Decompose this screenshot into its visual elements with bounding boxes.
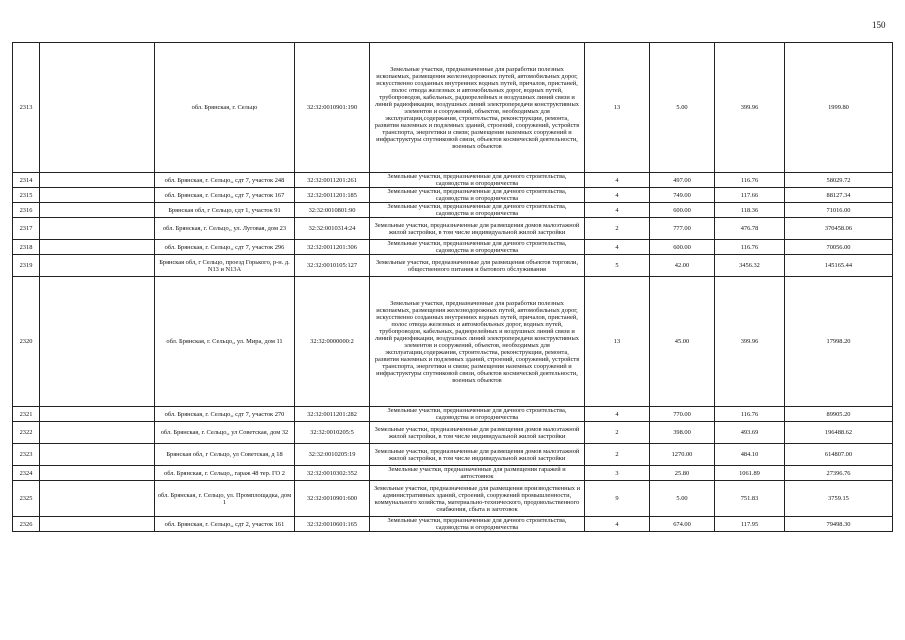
land-use-cell: Земельные участки, предназначенные для дачного строительства, садоводства и огородничества xyxy=(370,240,585,255)
land-use-cell: Земельные участки, предназначенные для дачного строительства, садоводства и огородничества xyxy=(370,517,585,532)
cadastral-number-cell: 32:32:0010801:90 xyxy=(295,203,370,218)
cadastral-value-cell: 58029.72 xyxy=(785,173,893,188)
address-cell: обл. Брянская, г. Сельцо,, сдт 7, участок 167 xyxy=(155,188,295,203)
area-cell: 45.00 xyxy=(650,277,715,407)
land-use-cell: Земельные участки, предназначенные для размещения производственных и административных зданий, строений, сооружений промышленности, коммунального хозяйства, материально-технического, продовольственного снабжения, сбыта и заготовок xyxy=(370,481,585,517)
address-cell: обл. Брянская, г. Сельцо,, ул. Мира, дом 11 xyxy=(155,277,295,407)
cadastral-number-cell: 32:32:0010901:600 xyxy=(295,481,370,517)
land-use-cell: Земельные участки, предназначенные для разработки полезных ископаемых, размещения железнодорожных путей, автомобильных дорог, искусственно созданных внутренних водных путей, причалов, пристаней, полос отвода железных и автомобильных дорог, водных путей, трубопроводов, кабельных, радиорелейных и воздушных линий связи и линий радиофикации, воздушных линий электропередачи конструктивных элементов и сооружений, объектов, необходимых для эксплуатации,содержания, строительства, реконструкции, ремонта, развития наземных и подземных зданий, строений, сооружений, устройств транспорта, энергетики и связи; размещения наземных сооружений и инфраструктуры спутниковой связи, объектов космической деятельности, военных объектов xyxy=(370,43,585,173)
row-number-cell: 2323 xyxy=(13,444,40,466)
cadastral-number-cell: 32:32:0010314:24 xyxy=(295,218,370,240)
land-use-cell: Земельные участки, предназначенные для размещения домов малоэтажной жилой застройки, в том числе индивидуальной жилой застройки xyxy=(370,444,585,466)
empty-cell xyxy=(40,481,155,517)
land-use-cell: Земельные участки, предназначенные для дачного строительства, садоводства и огородничества xyxy=(370,203,585,218)
cadastral-value-cell: 88127.34 xyxy=(785,188,893,203)
area-cell: 5.00 xyxy=(650,481,715,517)
cadastral-value-cell: 27396.76 xyxy=(785,466,893,481)
cadastral-number-cell: 32:32:0010302:352 xyxy=(295,466,370,481)
address-cell: обл. Брянская, г. Сельцо,, сдт 7, участок 248 xyxy=(155,173,295,188)
table-row xyxy=(13,255,893,277)
cadastral-number-cell: 32:32:0011201:306 xyxy=(295,240,370,255)
area-cell: 770.00 xyxy=(650,407,715,422)
row-number-cell: 2316 xyxy=(13,203,40,218)
group-code-cell: 4 xyxy=(585,188,650,203)
group-code-cell: 13 xyxy=(585,277,650,407)
address-cell: обл. Брянская, г. Сельцо xyxy=(155,43,295,173)
table-row xyxy=(13,277,893,407)
area-cell: 1270.00 xyxy=(650,444,715,466)
area-cell: 398.00 xyxy=(650,422,715,444)
area-cell: 5.00 xyxy=(650,43,715,173)
row-number-cell: 2319 xyxy=(13,255,40,277)
rate-cell: 399.96 xyxy=(715,277,785,407)
table-row xyxy=(13,43,893,173)
cadastral-value-cell: 17998.20 xyxy=(785,277,893,407)
cadastral-value-cell: 1999.80 xyxy=(785,43,893,173)
land-use-cell: Земельные участки, предназначенные для дачного строительства, садоводства и огородничества xyxy=(370,188,585,203)
row-number-cell: 2326 xyxy=(13,517,40,532)
row-number-cell: 2320 xyxy=(13,277,40,407)
row-number-cell: 2321 xyxy=(13,407,40,422)
land-use-cell: Земельные участки, предназначенные для дачного строительства, садоводства и огородничества xyxy=(370,407,585,422)
address-cell: обл. Брянская, г. Сельцо, ул. Промплощадка, дом 1 xyxy=(155,481,295,517)
table-row xyxy=(13,422,893,444)
empty-cell xyxy=(40,407,155,422)
rate-cell: 116.76 xyxy=(715,173,785,188)
cadastral-number-cell: 32:32:0011201:185 xyxy=(295,188,370,203)
empty-cell xyxy=(40,444,155,466)
table-row xyxy=(13,407,893,422)
empty-cell xyxy=(40,255,155,277)
address-cell: обл. Брянская, г. Сельцо,, сдт 2, участок 161 xyxy=(155,517,295,532)
address-cell: обл. Брянская, г. Сельцо,, ул. Луговая, дом 23 xyxy=(155,218,295,240)
table-row xyxy=(13,466,893,481)
address-cell: Брянская обл, г Сельцо, ул Советская, д 18 xyxy=(155,444,295,466)
group-code-cell: 3 xyxy=(585,466,650,481)
cadastral-number-cell: 32:32:0010901:190 xyxy=(295,43,370,173)
group-code-cell: 4 xyxy=(585,203,650,218)
table-row xyxy=(13,240,893,255)
group-code-cell: 2 xyxy=(585,218,650,240)
area-cell: 777.00 xyxy=(650,218,715,240)
empty-cell xyxy=(40,173,155,188)
group-code-cell: 4 xyxy=(585,173,650,188)
table-row xyxy=(13,481,893,517)
empty-cell xyxy=(40,43,155,173)
rate-cell: 3456.32 xyxy=(715,255,785,277)
cadastral-value-cell: 70056.00 xyxy=(785,240,893,255)
empty-cell xyxy=(40,466,155,481)
empty-cell xyxy=(40,517,155,532)
land-use-cell: Земельные участки, предназначенные для разработки полезных ископаемых, размещения железнодорожных путей, автомобильных дорог, искусственно созданных внутренних водных путей, причалов, пристаней, полос отвода железных и автомобильных дорог, водных путей, трубопроводов, кабельных, радиорелейных и воздушных линий связи и линий радиофикации, воздушных линий электропередачи конструктивных элементов и сооружений, объектов, необходимых для эксплуатации,содержания, строительства, реконструкции, ремонта, развития наземных и подземных зданий, строений, сооружений, устройств транспорта, энергетики и связи; размещения наземных сооружений и инфраструктуры спутниковой связи, объектов космической деятельности, военных объектов xyxy=(370,277,585,407)
rate-cell: 117.95 xyxy=(715,517,785,532)
row-number-cell: 2324 xyxy=(13,466,40,481)
address-cell: обл. Брянская, г. Сельцо,, сдт 7, участок 296 xyxy=(155,240,295,255)
cadastral-value-cell: 79498.30 xyxy=(785,517,893,532)
page-number: 150 xyxy=(872,20,886,30)
area-cell: 497.00 xyxy=(650,173,715,188)
cadastral-number-cell: 32:32:0000000:2 xyxy=(295,277,370,407)
land-plots-table xyxy=(12,42,893,532)
address-cell: обл. Брянская, г. Сельцо,, гараж 48 тер. ГО 2 xyxy=(155,466,295,481)
empty-cell xyxy=(40,277,155,407)
table-row xyxy=(13,218,893,240)
group-code-cell: 2 xyxy=(585,422,650,444)
empty-cell xyxy=(40,188,155,203)
address-cell: Брянская обл, г Сельцо, сдт 1, участок 91 xyxy=(155,203,295,218)
row-number-cell: 2314 xyxy=(13,173,40,188)
cadastral-value-cell: 89905.20 xyxy=(785,407,893,422)
address-cell: обл. Брянская, г. Сельцо,, ул Советская, дом 32 xyxy=(155,422,295,444)
table-row xyxy=(13,444,893,466)
address-cell: обл. Брянская, г. Сельцо,, сдт 7, участок 270 xyxy=(155,407,295,422)
rate-cell: 116.76 xyxy=(715,240,785,255)
rate-cell: 493.69 xyxy=(715,422,785,444)
land-use-cell: Земельные участки, предназначенные для дачного строительства, садоводства и огородничества xyxy=(370,173,585,188)
land-use-cell: Земельные участки, предназначенные для размещения домов малоэтажной жилой застройки, в том числе индивидуальной жилой застройки xyxy=(370,218,585,240)
rate-cell: 1061.89 xyxy=(715,466,785,481)
area-cell: 749.00 xyxy=(650,188,715,203)
table-row xyxy=(13,188,893,203)
row-number-cell: 2317 xyxy=(13,218,40,240)
area-cell: 600.00 xyxy=(650,240,715,255)
row-number-cell: 2322 xyxy=(13,422,40,444)
empty-cell xyxy=(40,218,155,240)
cadastral-value-cell: 3759.15 xyxy=(785,481,893,517)
land-use-cell: Земельные участки, предназначенные для размещения объектов торговли, общественного питания и бытового обслуживания xyxy=(370,255,585,277)
empty-cell xyxy=(40,240,155,255)
cadastral-number-cell: 32:32:0010105:127 xyxy=(295,255,370,277)
group-code-cell: 13 xyxy=(585,43,650,173)
cadastral-value-cell: 71016.00 xyxy=(785,203,893,218)
group-code-cell: 4 xyxy=(585,407,650,422)
group-code-cell: 5 xyxy=(585,255,650,277)
empty-cell xyxy=(40,422,155,444)
group-code-cell: 2 xyxy=(585,444,650,466)
area-cell: 674.00 xyxy=(650,517,715,532)
cadastral-number-cell: 32:32:0011201:282 xyxy=(295,407,370,422)
rate-cell: 751.83 xyxy=(715,481,785,517)
row-number-cell: 2325 xyxy=(13,481,40,517)
rate-cell: 118.36 xyxy=(715,203,785,218)
cadastral-value-cell: 145165.44 xyxy=(785,255,893,277)
group-code-cell: 4 xyxy=(585,517,650,532)
area-cell: 42.00 xyxy=(650,255,715,277)
address-cell: Брянская обл, г Сельцо, проезд Горького, р-н. д. N13 и N13А xyxy=(155,255,295,277)
rate-cell: 484.10 xyxy=(715,444,785,466)
row-number-cell: 2313 xyxy=(13,43,40,173)
cadastral-number-cell: 32:32:0010205:5 xyxy=(295,422,370,444)
row-number-cell: 2315 xyxy=(13,188,40,203)
row-number-cell: 2318 xyxy=(13,240,40,255)
group-code-cell: 9 xyxy=(585,481,650,517)
table-row xyxy=(13,203,893,218)
table-row xyxy=(13,517,893,532)
rate-cell: 476.78 xyxy=(715,218,785,240)
table-row xyxy=(13,173,893,188)
cadastral-number-cell: 32:32:0010601:165 xyxy=(295,517,370,532)
group-code-cell: 4 xyxy=(585,240,650,255)
cadastral-value-cell: 614807.00 xyxy=(785,444,893,466)
land-use-cell: Земельные участки, предназначенные для размещения домов малоэтажной жилой застройки, в том числе индивидуальной жилой застройки xyxy=(370,422,585,444)
rate-cell: 117.66 xyxy=(715,188,785,203)
empty-cell xyxy=(40,203,155,218)
rate-cell: 116.76 xyxy=(715,407,785,422)
cadastral-number-cell: 32:32:0010205:19 xyxy=(295,444,370,466)
land-use-cell: Земельные участки, предназначенные для размещения гаражей и автостоянок xyxy=(370,466,585,481)
rate-cell: 399.96 xyxy=(715,43,785,173)
cadastral-value-cell: 196488.62 xyxy=(785,422,893,444)
area-cell: 25.80 xyxy=(650,466,715,481)
area-cell: 600.00 xyxy=(650,203,715,218)
cadastral-value-cell: 370458.06 xyxy=(785,218,893,240)
cadastral-number-cell: 32:32:0011201:261 xyxy=(295,173,370,188)
